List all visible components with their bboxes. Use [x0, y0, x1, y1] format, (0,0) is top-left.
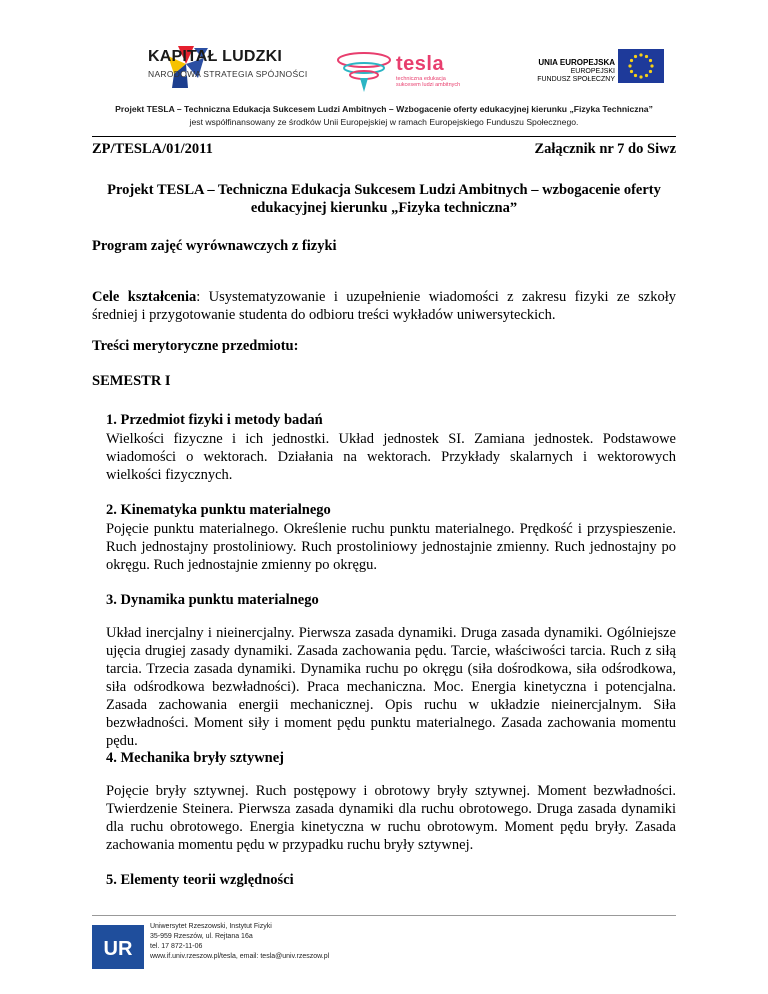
footer-line-1: Uniwersytet Rzeszowski, Instytut Fizyki — [150, 923, 272, 930]
section-2-heading: 2. Kinematyka punktu materialnego — [106, 502, 331, 518]
tesla-name: tesla — [396, 53, 445, 75]
section-1-body: Wielkości fizyczne i ich jednostki. Układ jednostek SI. Zamiana jednostek. Podstawowe wiadomości o wektorach. Działania na wektorach. Przykłady skalarnych i wektorowych wielkości fizycznych. — [106, 431, 676, 483]
tesla-tagline-1: techniczna edukacja — [396, 76, 446, 82]
section-4-heading: 4. Mechanika bryły sztywnej — [106, 750, 285, 766]
project-line-2: jest współfinansowany ze środków Unii Europejskiej w ramach Europejskiego Funduszu Społecznego. — [189, 117, 579, 127]
university-logo-icon — [92, 925, 144, 969]
program-title: Program zajęć wyrównawczych z fizyki — [92, 238, 337, 254]
section-1-heading: 1. Przedmiot fizyki i metody badań — [106, 412, 323, 428]
footer-line-2: 35-959 Rzeszów, ul. Rejtana 16a — [150, 933, 253, 940]
ue-text — [535, 58, 615, 84]
annex-label: Załącznik nr 7 do Siwz — [534, 141, 676, 157]
learning-goals-label: Cele kształcenia — [92, 289, 197, 305]
header-divider — [92, 136, 676, 137]
section-2-body: Pojęcie punktu materialnego. Określenie ruchu punktu materialnego. Prędkość i przyspieszenie. Ruch jednostajny prostoliniowy. Ruch prostoliniowy jednostajnie zmienny. Ruch jednostajny po okręgu. Ruch jednostajnie zmienny po okręgu. — [106, 521, 676, 573]
section-4-body: Pojęcie bryły sztywnej. Ruch postępowy i obrotowy bryły sztywnej. Moment bezwładności. Twierdzenie Steinera. Pierwsza zasada dynamiki dla ruchu obrotowego. Druga zasada dynamiki dla ruchu obrotowego. Energia kinetyczna w ruchu obrotowym. Moment pędu bryły. Zasada zachowania momentu pędu w przypadku ruchu bryły sztywnej. — [106, 783, 676, 853]
content-heading: Treści merytoryczne przedmiotu: — [92, 338, 299, 354]
svg-text:UR: UR — [103, 938, 133, 960]
section-3-heading: 3. Dynamika punktu materialnego — [106, 592, 319, 608]
tesla-text — [396, 54, 460, 88]
learning-goals-text: : Usystematyzowanie i uzupełnienie wiadomości z zakresu fizyki ze szkoły średniej i przygotowanie studenta do odbioru treści wykładów uniwersyteckich. — [92, 289, 676, 323]
document-code: ZP/TESLA/01/2011 — [92, 141, 213, 157]
footer-line-3: tel. 17 872-11-06 — [150, 943, 203, 950]
ue-title: UNIA EUROPEJSKA — [538, 58, 615, 67]
eu-flag-icon — [618, 49, 664, 83]
project-line-1: Projekt TESLA – Techniczna Edukacja Sukcesem Ludzi Ambitnych – Wzbogacenie oferty edukacyjnej kierunku „Fizyka Techniczna” — [115, 104, 653, 114]
document-title: Projekt TESLA – Techniczna Edukacja Sukcesem Ludzi Ambitnych – wzbogacenie oferty edukacyjnej kierunku „Fizyka techniczna” — [107, 182, 661, 216]
kapital-ludzki-text — [148, 48, 308, 79]
footer-line-4: www.if.univ.rzeszow.pl/tesla, email: tesla@univ.rzeszow.pl — [150, 953, 330, 960]
section-5-heading: 5. Elementy teorii względności — [106, 872, 294, 888]
kl-subtitle: NARODOWA STRATEGIA SPÓJNOŚCI — [148, 69, 308, 79]
semester-heading: SEMESTR I — [92, 373, 171, 389]
kl-title: KAPITAŁ LUDZKI — [148, 48, 283, 65]
footer-address — [150, 922, 329, 962]
tesla-tagline-2: sukcesem ludzi ambitnych — [396, 82, 461, 88]
learning-goals — [92, 288, 676, 324]
ue-sub-1: EUROPEJSKI — [570, 68, 615, 75]
ue-sub-2: FUNDUSZ SPOŁECZNY — [537, 76, 615, 83]
footer-divider — [92, 915, 676, 916]
tesla-logo-icon — [334, 50, 394, 94]
section-3-body: Układ inercjalny i nieinercjalny. Pierwsza zasada dynamiki. Druga zasada dynamiki. Ogólniejsze ujęcia drugiej zasady dynamiki. Zasada zachowania pędu. Tarcie, właściwości tarcia. Ruch z siłą tarcia. Trzecia zasada dynamiki. Dynamika ruchu po okręgu (siła dośrodkowa, siła odśrodkowa, siła odśrodkowa bezwładności). Praca mechaniczna. Moc. Energia kinetyczna i potencjalna. Zasada zachowania energii mechanicznej. Opis ruchu w układzie nieinercjalnym. Siła bezwładności. Moment siły i moment pędu punktu materialnego. Zasada zachowania momentu pędu. — [106, 625, 676, 749]
